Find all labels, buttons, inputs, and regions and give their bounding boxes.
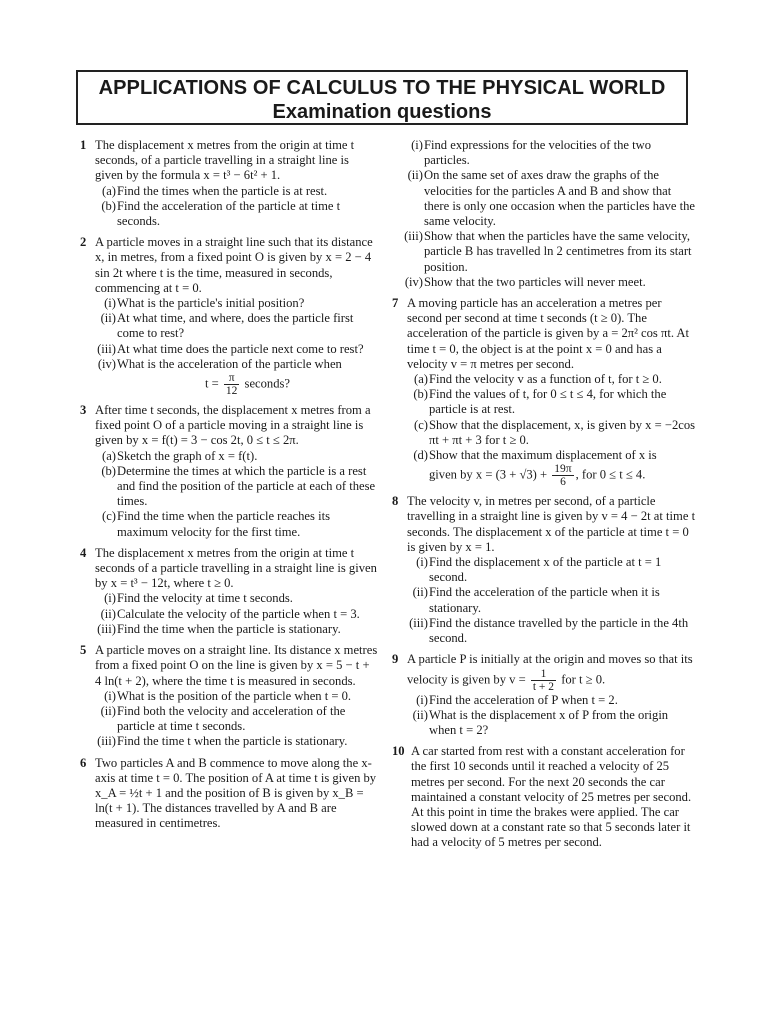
page-title: APPLICATIONS OF CALCULUS TO THE PHYSICAL WORLD: [98, 77, 666, 99]
subpart-ii: (ii) On the same set of axes draw the graphs of the velocities for the particles A and B and show that there is only one occasion when the particles have the same velocity.: [407, 168, 696, 229]
subpart-iii: (iii) Find the time t when the particle is stationary.: [97, 734, 348, 749]
fraction: $\frac{19\pi}{6}$: [554, 463, 572, 489]
question-number: 2: [80, 235, 87, 250]
question-number: 5: [80, 643, 87, 658]
subpart-c: (c) Show that the displacement, x, is given by x = −2cos πt + πt + 3 for t ≥ 0.: [414, 417, 696, 447]
question-number: 1: [80, 138, 87, 152]
question-1: [80, 138, 378, 229]
question-5: [80, 643, 378, 749]
subpart-ii: (ii) What is the displacement x of P from the origin when t = 2?: [412, 707, 669, 737]
question-6: [80, 756, 378, 832]
question-stem: A car started from rest with a constant acceleration for the first 10 seconds until it reached a velocity of 25 metres per second. For the next 20 seconds the car maintained a constant velocity of 25 metres per second. At this point in time the brakes were applied. The car slowed down at a constant rate so that 5 seconds later it had a velocity of 5 metres per second.: [411, 744, 692, 850]
subpart-a: (a) Find the times when the particle is at rest.: [102, 183, 328, 198]
formula-line: t = $\frac{\pi}{12}$ seconds?: [204, 372, 291, 398]
question-6-continued: [392, 138, 697, 290]
question-stem: A particle moves on a straight line. Its distance x metres from a fixed point O on the line is given by x = 5 − t + 4 ln(t + 2), where the time t is measured in seconds.: [95, 643, 378, 688]
subpart-iv: (iv) Show that the two particles will never meet.: [404, 274, 646, 289]
subpart-i: (i) Find expressions for the velocities of the two particles.: [411, 138, 651, 168]
left-column: [80, 138, 378, 838]
question-number: 7: [392, 296, 399, 311]
question-stem: A particle P is initially at the origin and moves so that its velocity is given by v = $\frac{1}{t + 2}$ for t ≥ 0.: [407, 652, 693, 693]
question-2: [80, 235, 378, 397]
subpart-ii: (ii) At what time, and where, does the particle first come to rest?: [100, 311, 354, 341]
question-number: 9: [392, 652, 399, 667]
question-number: 4: [80, 545, 87, 560]
subpart-d: (d) Show that the maximum displacement of x is given by x = (3 + √3) + $\frac{19\pi}{6}$ , for 0 ≤ t ≤ 4.: [407, 448, 697, 488]
title-box: [76, 70, 688, 125]
right-column: [392, 138, 697, 857]
question-number: 6: [80, 755, 87, 770]
question-7: [392, 296, 697, 488]
subpart-a: (a) Sketch the graph of x = f(t).: [102, 448, 258, 463]
subpart-ii: (ii) Calculate the velocity of the particle when t = 3.: [100, 606, 360, 621]
subpart-i: (i) Find the velocity at time t seconds.: [104, 591, 293, 606]
question-9: [392, 652, 697, 738]
question-number: 8: [392, 494, 399, 509]
subpart-iii: (iii) Show that when the particles have the same velocity, particle B has travelled ln 2 centimetres from its start position.: [404, 229, 692, 274]
question-stem: After time t seconds, the displacement x metres from a fixed point O of a particle moving in a straight line is given by x = f(t) = 3 − cos 2t, 0 ≤ t ≤ 2π.: [95, 403, 371, 448]
subpart-iii: (iii) Find the time when the particle is stationary.: [97, 621, 341, 636]
subpart-i: (i) Find the displacement x of the particle at t = 1 second.: [416, 555, 662, 585]
question-stem: Two particles A and B commence to move along the x-axis at time t = 0. The position of A at time t is given by x_A = ½t + 1 and the position of B is given by x_B = ln(t + 1). The distances travelled by A and B are measured in centimetres.: [95, 755, 377, 831]
subpart-ii: (ii) Find the acceleration of the particle when it is stationary.: [412, 585, 660, 615]
question-number: 10: [392, 744, 405, 759]
question-stem: A moving particle has an acceleration a metres per second per second at time t seconds (t ≥ 0). The acceleration of the particle is given by a = 2π² cos πt. At time t = 0, the object is at the point x = 0 and has a velocity v = π metres per second.: [407, 296, 690, 371]
question-stem: The velocity v, in metres per second, of a particle travelling in a straight line is given by v = 4 − 2t at time t seconds. The displacement x of the particle at time t = 0 is given by x = 1.: [407, 494, 696, 554]
question-8: [392, 494, 697, 646]
question-10: [392, 744, 697, 850]
subpart-iv: (iv) What is the acceleration of the particle when t = $\frac{\pi}{12}$ seconds?: [95, 357, 378, 397]
subpart-b: (b) Determine the times at which the particle is a rest and find the position of the particle at each of these times.: [101, 463, 376, 509]
page-subtitle: Examination questions: [272, 101, 492, 123]
subpart-i: (i) What is the position of the particle when t = 0.: [104, 688, 352, 703]
subpart-i: (i) Find the acceleration of P when t = 2.: [416, 692, 618, 707]
subpart-c: (c) Find the time when the particle reaches its maximum velocity for the first time.: [102, 509, 330, 539]
fraction: $\frac{1}{t + 2}$: [532, 667, 555, 693]
subpart-b: (b) Find the values of t, for 0 ≤ t ≤ 4, for which the particle is at rest.: [413, 387, 667, 417]
fraction: $\frac{\pi}{12}$: [225, 372, 238, 398]
question-stem: The displacement x metres from the origin at time t seconds of a particle travelling in a straight line is given by x = t³ − 12t, where t ≥ 0.: [95, 545, 377, 591]
question-3: [80, 403, 378, 540]
subpart-b: (b) Find the acceleration of the particle at time t seconds.: [101, 198, 341, 229]
question-stem: A particle moves in a straight line such that its distance x, in metres, from a fixed point O is given by x = 2 − 4 sin 2t where t is the time, measured in seconds, commencing at t = 0.: [95, 235, 373, 295]
subpart-ii: (ii) Find both the velocity and acceleration of the particle at time t seconds.: [100, 703, 346, 734]
formula-line: given by x = (3 + √3) + $\frac{19\pi}{6}$ , for 0 ≤ t ≤ 4.: [429, 463, 646, 489]
subpart-iii: (iii) Find the distance travelled by the particle in the 4th second.: [409, 615, 689, 646]
question-number: 3: [80, 403, 87, 418]
subpart-iii: (iii) At what time does the particle next come to rest?: [97, 341, 364, 356]
question-4: [80, 546, 378, 637]
question-stem: The displacement x metres from the origin at time t seconds, of a particle travelling in a straight line is given by the formula x = t³ − 6t² + 1.: [95, 138, 355, 183]
subpart-a: (a) Find the velocity v as a function of t, for t ≥ 0.: [414, 372, 662, 387]
subpart-i: (i) What is the particle's initial position?: [104, 296, 305, 311]
